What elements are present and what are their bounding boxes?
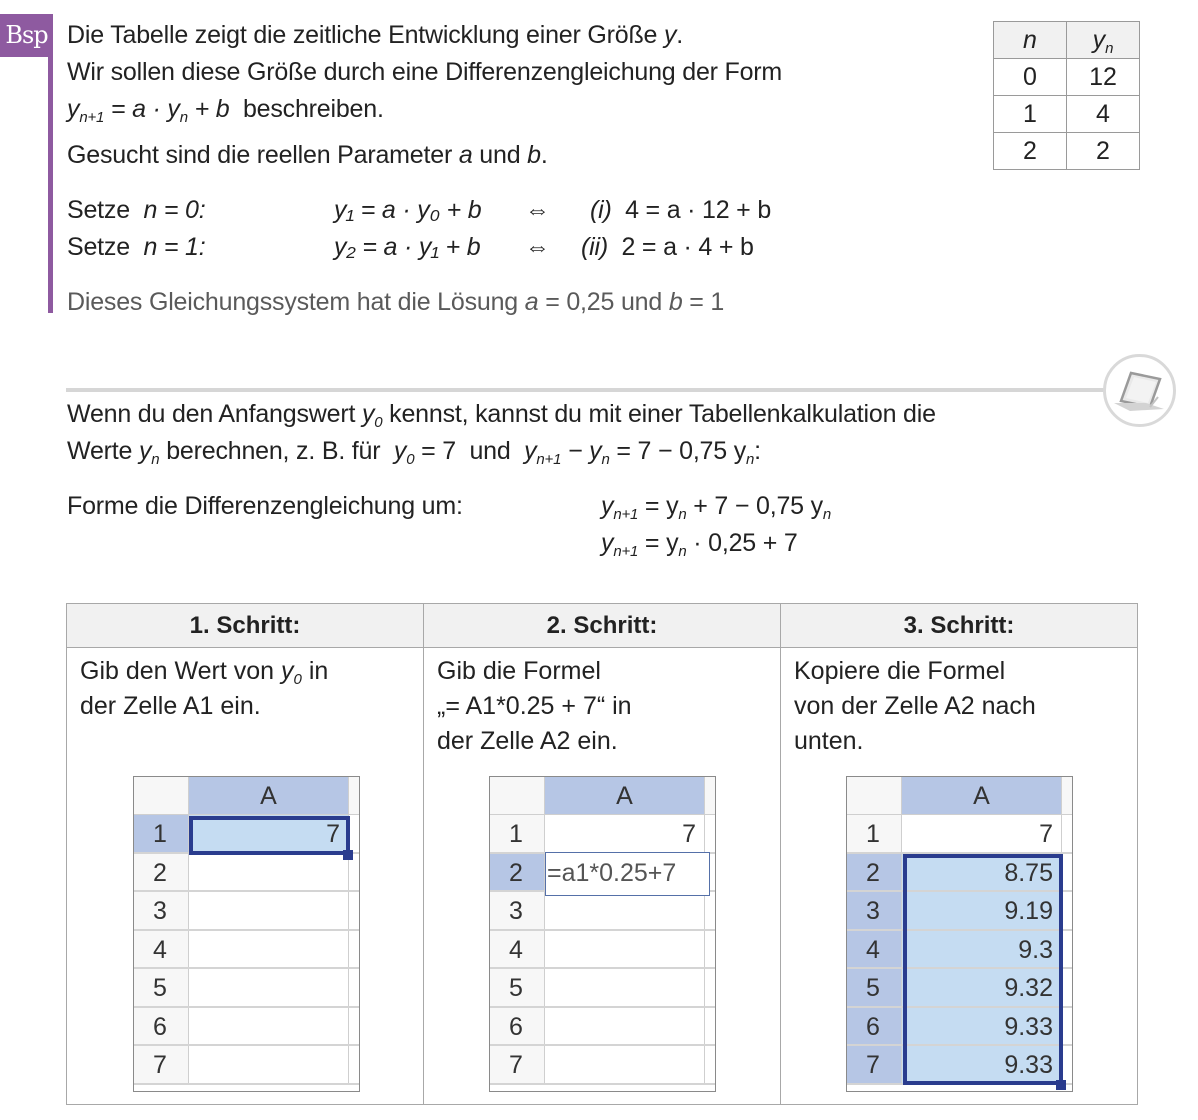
intro-line-3 [67, 91, 384, 128]
row-header[interactable]: 1 [490, 815, 545, 852]
header-yn: $y_n$ [1067, 22, 1140, 59]
column-header-b[interactable] [704, 777, 716, 815]
section2-line-1: Wenn du den Anfangswert $y_0$ kennst, kannst du mit einer Tabellenkalkulation die [67, 400, 936, 431]
row-header[interactable]: 5 [847, 969, 902, 1006]
setze-result-0: (i) 4 = a · 12 + b [590, 196, 772, 224]
row-header[interactable]: 4 [847, 931, 902, 968]
cell-a7[interactable] [545, 1046, 704, 1083]
row-header[interactable]: 6 [847, 1008, 902, 1045]
column-header-a[interactable]: A [189, 777, 348, 815]
intro-line-1 [67, 17, 683, 54]
header-n: n [994, 22, 1067, 59]
step-2-column [424, 604, 781, 1104]
cell-n: 1 [994, 96, 1067, 133]
laptop-icon [1103, 354, 1176, 427]
cell-a1[interactable]: 7 [1039, 820, 1053, 848]
sheet-row [134, 931, 360, 970]
cell-yn: 4 [1067, 96, 1140, 133]
cell-a7[interactable]: 9.33 [902, 1046, 1061, 1083]
eq-end: + b [187, 95, 230, 123]
spreadsheet-step-3 [846, 776, 1073, 1092]
cell-a6[interactable] [189, 1008, 348, 1045]
row-header[interactable]: 5 [134, 969, 189, 1006]
setze-eq-0: y₁ = a · y₀ + b [334, 196, 482, 224]
row-header[interactable]: 1 [847, 815, 902, 852]
cell-a1[interactable]: 7 [189, 815, 348, 852]
column-header-b[interactable] [1061, 777, 1073, 815]
forme-label: Forme die Differenzengleichung um: [67, 492, 463, 520]
cell-a3[interactable]: 9.19 [902, 892, 1061, 929]
row-header[interactable]: 6 [134, 1008, 189, 1045]
equivalence-arrow: ⇔ [525, 196, 550, 224]
section-divider [66, 388, 1106, 392]
cell-a6[interactable] [545, 1008, 704, 1045]
cell-a5[interactable]: 9.32 [902, 969, 1061, 1006]
cell-a3[interactable] [189, 892, 348, 929]
step-3-description: Kopiere die Formel von der Zelle A2 nach unten. [794, 657, 1036, 755]
example-badge: Bsp [0, 14, 53, 57]
cell-a2[interactable]: 8.75 [902, 854, 1061, 891]
spreadsheet-step-1 [133, 776, 360, 1092]
table-row [994, 133, 1140, 170]
cell-a4[interactable]: 9.3 [902, 931, 1061, 968]
row-header[interactable]: 3 [490, 892, 545, 929]
step-1-column [67, 604, 424, 1104]
setze-row-1: Setze n = 1: [67, 233, 206, 261]
sheet-row [490, 969, 716, 1008]
example-margin-bar [48, 56, 53, 313]
intro-line-4: Gesucht sind die reellen Parameter a und b. [67, 141, 548, 169]
spreadsheet-step-2 [489, 776, 716, 1092]
table-row [994, 96, 1140, 133]
equivalence-arrow: ⇔ [525, 233, 550, 261]
table-row [994, 59, 1140, 96]
corner-cell [134, 777, 189, 815]
section2-line-2: Werte $y_n$ berechnen, z. B. für $y_0 = 7$ und $y_{n+1} - y_n = 7 - 0,75$ $y_n$: [67, 437, 761, 468]
row-header[interactable]: 6 [490, 1008, 545, 1045]
sheet-row [134, 854, 360, 893]
row-header[interactable]: 3 [847, 892, 902, 929]
var-y: y [663, 21, 677, 49]
row-header[interactable]: 4 [490, 931, 545, 968]
row-header[interactable]: 1 [134, 815, 189, 852]
sheet-row [490, 1046, 716, 1085]
row-header[interactable]: 2 [134, 854, 189, 891]
cell-a4[interactable] [189, 931, 348, 968]
setze-row-0: Setze n = 0: [67, 196, 206, 224]
step-2-title: 2. Schritt: [424, 604, 780, 648]
column-header-a[interactable]: A [545, 777, 704, 815]
fill-handle[interactable] [343, 850, 353, 860]
transformed-eq-1: $y_{n+1} = y_n + 7 - 0,75$ $y_n$ [601, 492, 832, 523]
corner-cell [490, 777, 545, 815]
intro-text: beschreiben. [242, 95, 384, 123]
sheet-row [490, 931, 716, 970]
cell-edit-input[interactable]: =a1*0.25+7 [545, 852, 710, 896]
sheet-row [490, 815, 716, 854]
intro-line-2: Wir sollen diese Größe durch eine Differenzengleichung der Form [67, 58, 783, 86]
corner-cell [847, 777, 902, 815]
selection-border [189, 816, 350, 855]
cell-a2[interactable] [189, 854, 348, 891]
cell-a3[interactable] [545, 892, 704, 929]
sheet-row [490, 1008, 716, 1047]
row-header[interactable]: 5 [490, 969, 545, 1006]
column-header-b[interactable] [348, 777, 360, 815]
row-header[interactable]: 3 [134, 892, 189, 929]
cell-n: 2 [994, 133, 1067, 170]
setze-eq-1: y₂ = a · y₁ + b [334, 233, 481, 261]
row-header[interactable]: 7 [490, 1046, 545, 1083]
sheet-row [134, 1008, 360, 1047]
cell-n: 0 [994, 59, 1067, 96]
cell-a7[interactable] [189, 1046, 348, 1083]
period: . [676, 21, 684, 49]
sheet-row [847, 815, 1073, 854]
fill-handle[interactable] [1056, 1080, 1066, 1090]
row-header[interactable]: 7 [847, 1046, 902, 1083]
eq-mid: = $a \cdot y_n$ [104, 95, 188, 126]
step-3-column [781, 604, 1137, 1104]
step-1-description: Gib den Wert von $y_0$ in der Zelle A1 ein. [80, 657, 329, 720]
sheet-row [134, 892, 360, 931]
cell-a5[interactable] [189, 969, 348, 1006]
value-table-header [994, 22, 1140, 59]
cell-a1[interactable]: 7 [682, 820, 696, 848]
row-header[interactable]: 2 [847, 854, 902, 891]
setze-result-1: (ii) 2 = a · 4 + b [581, 233, 754, 261]
cell-yn: 2 [1067, 133, 1140, 170]
row-header[interactable]: 2 [490, 854, 545, 891]
selection-border [903, 854, 1063, 1085]
solution-text: Dieses Gleichungssystem hat die Lösung a = 0,25 und b = 1 [67, 288, 725, 316]
cell-a4[interactable] [545, 931, 704, 968]
steps-table [66, 603, 1138, 1105]
cell-yn: 12 [1067, 59, 1140, 96]
sheet-row [134, 1046, 360, 1085]
intro-text: Die Tabelle zeigt die zeitliche Entwicklung einer Größe [67, 21, 658, 49]
cell-a6[interactable]: 9.33 [902, 1008, 1061, 1045]
eq-lhs: $y_{n+1}$ [67, 95, 105, 126]
row-header[interactable]: 4 [134, 931, 189, 968]
step-2-description: Gib die Formel „= A1*0.25 + 7“ in der Zelle A2 ein. [437, 657, 632, 755]
cell-a5[interactable] [545, 969, 704, 1006]
sheet-row [134, 969, 360, 1008]
sheet-row [490, 892, 716, 931]
value-table [993, 21, 1140, 170]
row-header[interactable]: 7 [134, 1046, 189, 1083]
column-header-a[interactable]: A [902, 777, 1061, 815]
step-3-title: 3. Schritt: [781, 604, 1137, 648]
transformed-eq-2: $y_{n+1} = y_n \cdot 0,25 + 7$ [601, 529, 798, 560]
step-1-title: 1. Schritt: [67, 604, 423, 648]
